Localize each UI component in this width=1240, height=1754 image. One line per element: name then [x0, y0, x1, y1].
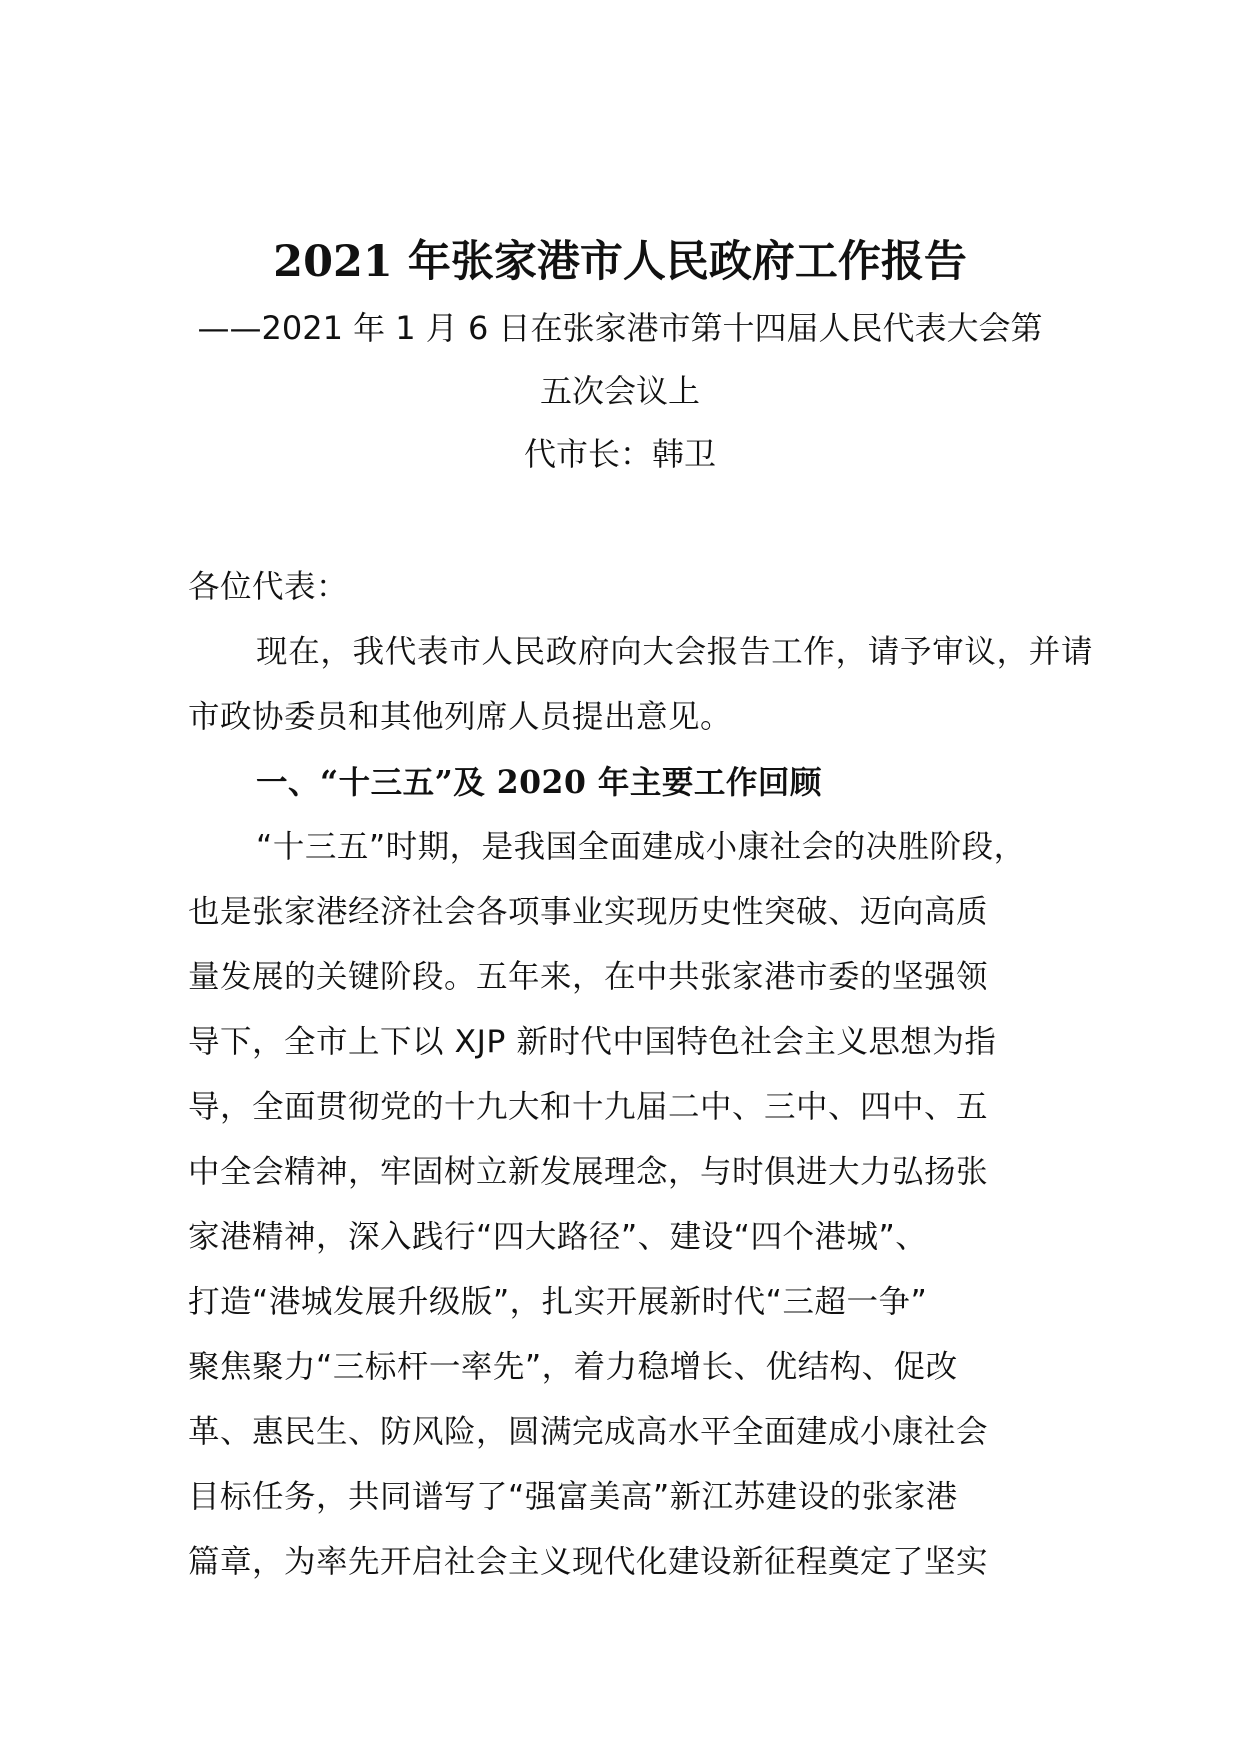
- paragraph-line: “十三五”时期，是我国全面建成小康社会的决胜阶段，: [256, 829, 1026, 865]
- paragraph-line: 目标任务，共同谱写了“强富美高”新江苏建设的张家港: [188, 1479, 958, 1515]
- paragraph-line: 导，全面贯彻党的十九大和十九届二中、三中、四中、五: [188, 1089, 989, 1125]
- paragraph-line: 中全会精神，牢固树立新发展理念，与时俱进大力弘扬张: [188, 1154, 989, 1190]
- subtitle-line-1: ——2021 年 1 月 6 日在张家港市第十四届人民代表大会第: [197, 309, 1043, 347]
- salutation: 各位代表：: [188, 569, 349, 605]
- paragraph-line: 量发展的关键阶段。五年来，在中共张家港市委的坚强领: [188, 959, 989, 995]
- paragraph-line: 打造“港城发展升级版”，扎实开展新时代“三超一争”: [188, 1284, 928, 1320]
- paragraph-line: 聚焦聚力“三标杆一率先”，着力稳增长、优结构、促改: [188, 1349, 958, 1385]
- author-line: 代市长：韩卫: [523, 435, 716, 473]
- paragraph-line: 也是张家港经济社会各项事业实现历史性突破、迈向高质: [188, 894, 989, 930]
- paragraph-line: 家港精神，深入践行“四大路径”、建设“四个港城”、: [188, 1219, 928, 1255]
- intro-paragraph: 现在，我代表市人民政府向大会报告工作，请予审议，并请市政协委员和其他列席人员提出意见。: [188, 634, 1093, 735]
- paragraph-line: 导下，全市上下以 XJP 新时代中国特色社会主义思想为指: [188, 1024, 997, 1060]
- review-paragraph: [188, 815, 1093, 1595]
- subtitle-line-2: 五次会议上: [539, 372, 700, 410]
- paragraph-line: 篇章，为率先开启社会主义现代化建设新征程奠定了坚实: [188, 1544, 989, 1580]
- document-title: 2021 年张家港市人民政府工作报告: [273, 237, 967, 287]
- paragraph-line: 革、惠民生、防风险，圆满完成高水平全面建成小康社会: [188, 1414, 989, 1450]
- section-heading-1: 一、“十三五”及 2020 年主要工作回顾: [256, 764, 822, 801]
